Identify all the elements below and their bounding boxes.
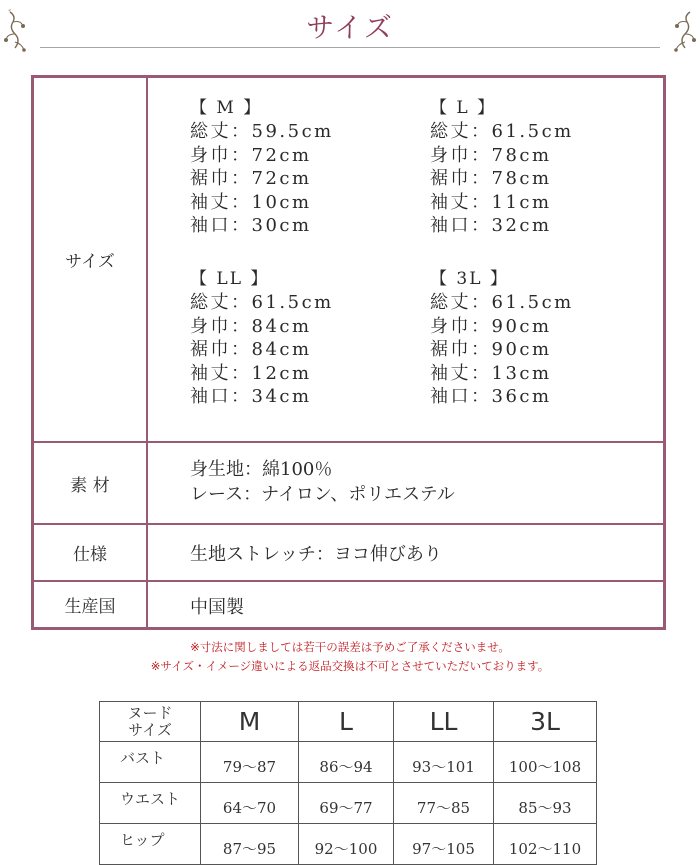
table-cell: 102〜110 [494,824,597,865]
table-cell: 97〜105 [394,824,494,865]
size-measure: 総丈：61.5cm [190,292,334,313]
disclaimer-line: ※寸法に関しましては若干の誤差は予めご了承くださいませ。 [190,640,510,654]
table-cell: 85〜93 [494,783,597,824]
nude-size-table [99,701,597,865]
size-block-heading: 【 L 】 [430,98,497,118]
material-row [34,441,663,523]
material-line: 身生地：綿100％ [190,459,333,480]
size-block-heading: 【 LL 】 [190,269,270,289]
material-row-label: 素 材 [34,443,148,523]
table-cell: 92〜100 [299,824,394,865]
table-row [100,783,597,824]
material-content [190,457,455,507]
size-block-heading: 【 M 】 [190,98,263,118]
size-measure: 身巾：84cm [190,315,312,337]
corner-line: サイズ [128,720,172,739]
corner-line: ヌード [127,703,173,722]
table-row [100,742,597,783]
size-measure: 袖口：36cm [430,386,552,407]
size-row [34,78,663,441]
size-measure: 袖口：34cm [190,386,312,407]
size-block-m [190,96,410,238]
size-measure: 袖丈：11cm [430,191,552,213]
size-measure: 裾巾：78cm [430,168,552,189]
floral-flourish-icon [658,8,698,58]
size-measure: 袖丈：10cm [190,191,312,213]
row-header-hip: ヒップ [100,824,201,865]
size-measure: 袖口：30cm [190,215,312,236]
table-cell: 79〜87 [201,742,299,783]
table-cell: 64〜70 [201,783,299,824]
page-header [0,0,700,62]
size-block-heading: 【 3L 】 [430,269,509,289]
table-cell: 77〜85 [394,783,494,824]
size-measure: 裾巾：84cm [190,339,312,360]
table-row [100,824,597,865]
origin-row [34,580,663,627]
size-block-l [430,96,650,238]
material-line: レース：ナイロン、ポリエステル [190,484,455,505]
spec-row [34,523,663,580]
size-measure: 袖丈：13cm [430,362,552,384]
page-title: サイズ [306,11,394,44]
disclaimer-line: ※サイズ・イメージ違いによる返品交換は不可とさせていただいております。 [150,659,550,673]
table-cell: 100〜108 [494,742,597,783]
column-header-m: M [201,702,299,742]
table-cell: 87〜95 [201,824,299,865]
size-measure: 身巾：90cm [430,315,552,337]
row-header-bust: バスト [100,742,201,783]
size-measure: 袖口：32cm [430,215,552,236]
column-header-3l: 3L [494,702,597,742]
spec-row-label: 仕様 [34,525,148,580]
table-cell: 86〜94 [299,742,394,783]
spec-table [31,75,666,630]
nude-table-corner [100,702,201,742]
header-divider [40,47,660,48]
row-header-waist: ウエスト [100,783,201,824]
disclaimer-notes [0,638,700,676]
spec-value: 生地ストレッチ：ヨコ伸びあり [190,544,442,565]
size-measure: 裾巾：90cm [430,339,552,360]
column-header-l: L [299,702,394,742]
size-measure: 身巾：78cm [430,144,552,166]
size-measure: 総丈：61.5cm [430,121,574,142]
nude-table-header-row [100,702,597,742]
size-measure: 裾巾：72cm [190,168,312,189]
size-block-ll [190,267,410,409]
size-block-3l [430,267,650,409]
column-header-ll: LL [394,702,494,742]
origin-row-label: 生産国 [34,582,148,627]
origin-value: 中国製 [190,597,244,618]
table-cell: 69〜77 [299,783,394,824]
size-measure: 身巾：72cm [190,144,312,166]
size-measure: 総丈：61.5cm [430,292,574,313]
size-measure: 袖丈：12cm [190,362,312,384]
size-row-label: サイズ [34,78,148,441]
table-cell: 93〜101 [394,742,494,783]
size-measure: 総丈：59.5cm [190,121,334,142]
